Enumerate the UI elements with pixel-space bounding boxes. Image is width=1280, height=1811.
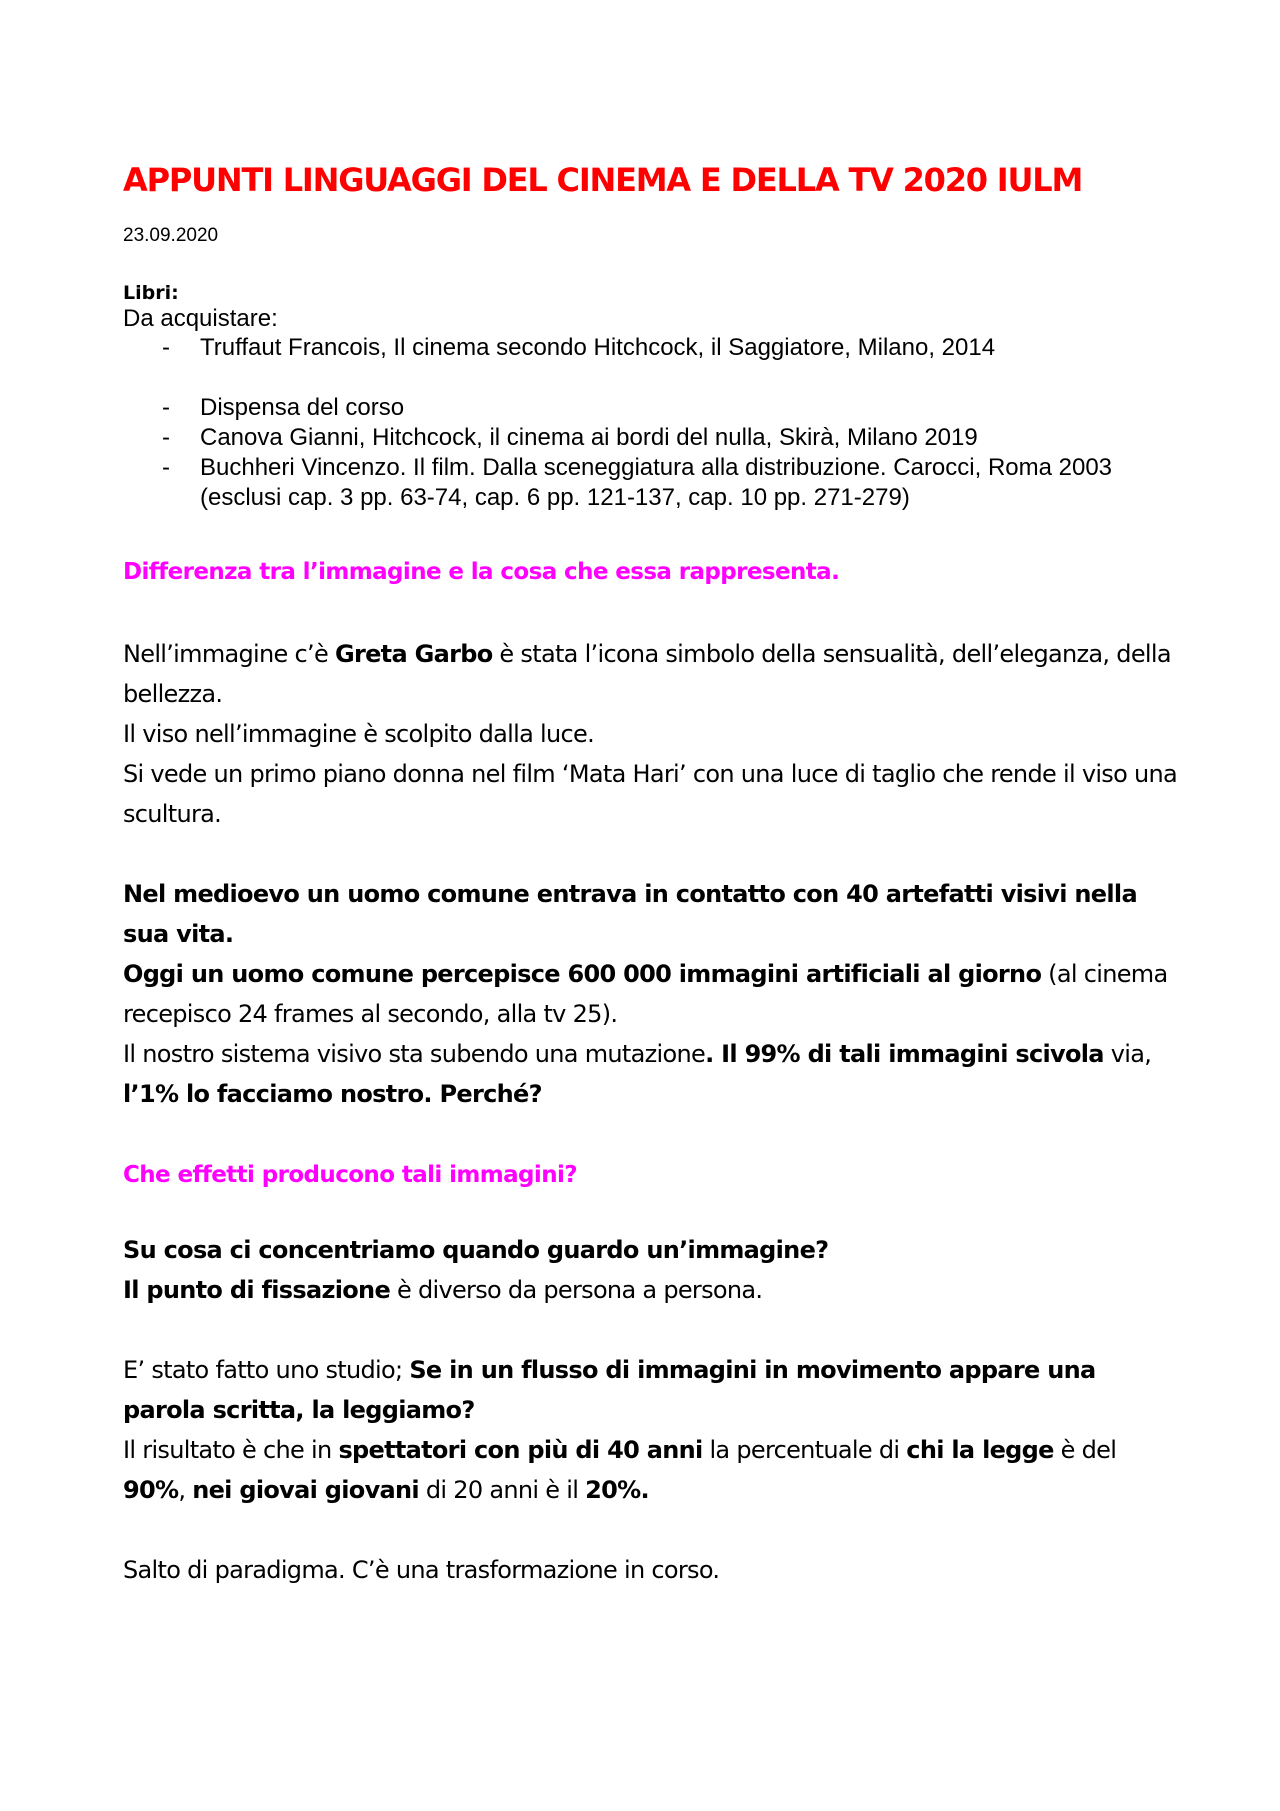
- book-item-text: Truffaut Francois, Il cinema secondo Hitchcock, il Saggiatore, Milano, 2014: [200, 334, 996, 361]
- paragraph-result: [123, 1430, 1183, 1510]
- paragraph-focus-question: [123, 1230, 1183, 1270]
- bullet-dash: -: [162, 394, 170, 421]
- bullet-dash: -: [162, 424, 170, 451]
- bold-text: l’1% lo facciamo nostro. Perché?: [123, 1080, 542, 1108]
- paragraph-mata-hari: Si vede un primo piano donna nel film ‘Mata Hari’ con una luce di taglio che rende il viso una scultura.: [123, 760, 1178, 828]
- document-title: APPUNTI LINGUAGGI DEL CINEMA E DELLA TV 2020 IULM: [123, 161, 1083, 199]
- book-item-text: Dispensa del corso: [200, 394, 405, 421]
- paragraph-face-light: Il viso nell’immagine è scolpito dalla luce.: [123, 720, 594, 748]
- paragraph-text: (al cinema recepisco 24 frames al secondo, alla tv 25).: [123, 960, 1168, 1028]
- paragraph-text: di 20 anni è il: [418, 1476, 586, 1504]
- document-date: 23.09.2020: [123, 225, 219, 246]
- bold-text: 20%.: [585, 1476, 649, 1504]
- paragraph-mutation: [123, 1034, 1183, 1114]
- paragraph-text: Il nostro sistema visivo sta subendo una mutazione: [123, 1040, 706, 1068]
- paragraph-text: Nell’immagine c’è: [123, 640, 335, 668]
- paragraph-text: è stata l’icona simbolo della sensualità, dell’eleganza, della bellezza.: [123, 640, 1171, 708]
- paragraph-study: [123, 1350, 1183, 1430]
- paragraph-text: via,: [1103, 1040, 1152, 1068]
- section-heading-difference: Differenza tra l’immagine e la cosa che essa rappresenta.: [123, 559, 840, 585]
- paragraph-text: ,: [178, 1476, 193, 1504]
- bold-text: chi la legge: [906, 1436, 1054, 1464]
- bold-text: Nel medioevo un uomo comune entrava in contatto con 40 artefatti visivi nella sua vita.: [123, 880, 1137, 948]
- books-subheading: Da acquistare:: [123, 305, 278, 332]
- bold-text: Su cosa ci concentriamo quando guardo un’immagine?: [123, 1236, 829, 1264]
- bold-text: nei giovai giovani: [192, 1476, 419, 1504]
- paragraph-medieval: [123, 874, 1183, 954]
- spacer: [123, 1310, 1183, 1350]
- book-item-text: Buchheri Vincenzo. Il film. Dalla sceneggiatura alla distribuzione. Carocci, Roma 2003 (esclusi cap. 3 pp. 63-74, cap. 6 pp. 121-137, cap. 10 pp. 271-279): [200, 454, 1113, 511]
- paragraph-fixation: [123, 1270, 1183, 1310]
- document-page: [123, 158, 1183, 1590]
- paragraph-today: [123, 954, 1183, 1034]
- spacer: [123, 1114, 1183, 1154]
- paragraph-text: è diverso da persona a persona.: [390, 1276, 763, 1304]
- bullet-dash: -: [162, 454, 170, 481]
- bold-text: Se in un flusso di immagini in movimento appare una parola scritta, la leggiamo?: [123, 1356, 1096, 1424]
- book-item: [123, 333, 1183, 363]
- book-item: [123, 423, 1183, 453]
- paragraph-greta-garbo: [123, 634, 1183, 714]
- bold-text: Il punto di fissazione: [123, 1276, 391, 1304]
- spacer: [123, 1510, 1183, 1550]
- paragraph-text: Il risultato è che in: [123, 1436, 339, 1464]
- paragraph-text: E’ stato fatto uno studio;: [123, 1356, 410, 1384]
- paragraph-text: la percentuale di: [702, 1436, 907, 1464]
- bold-text: 90%: [123, 1476, 179, 1504]
- bold-text: Oggi un uomo comune percepisce 600 000 immagini artificiali al giorno: [123, 960, 1042, 988]
- bold-text: Greta Garbo: [334, 640, 493, 668]
- books-heading: Libri:: [123, 282, 179, 304]
- book-item: [123, 393, 1183, 423]
- bold-text: . Il 99% di tali immagini scivola: [705, 1040, 1104, 1068]
- books-list: [123, 333, 1183, 513]
- paragraph-closing: Salto di paradigma. C’è una trasformazione in corso.: [123, 1556, 720, 1584]
- book-item: [123, 453, 1183, 513]
- section-heading-effects: Che effetti producono tali immagini?: [123, 1162, 577, 1188]
- book-item-text: Canova Gianni, Hitchcock, il cinema ai bordi del nulla, Skirà, Milano 2019: [200, 424, 978, 451]
- bold-text: spettatori con più di 40 anni: [338, 1436, 703, 1464]
- paragraph-text: è del: [1053, 1436, 1117, 1464]
- spacer: [123, 834, 1183, 874]
- bullet-dash: -: [162, 334, 170, 361]
